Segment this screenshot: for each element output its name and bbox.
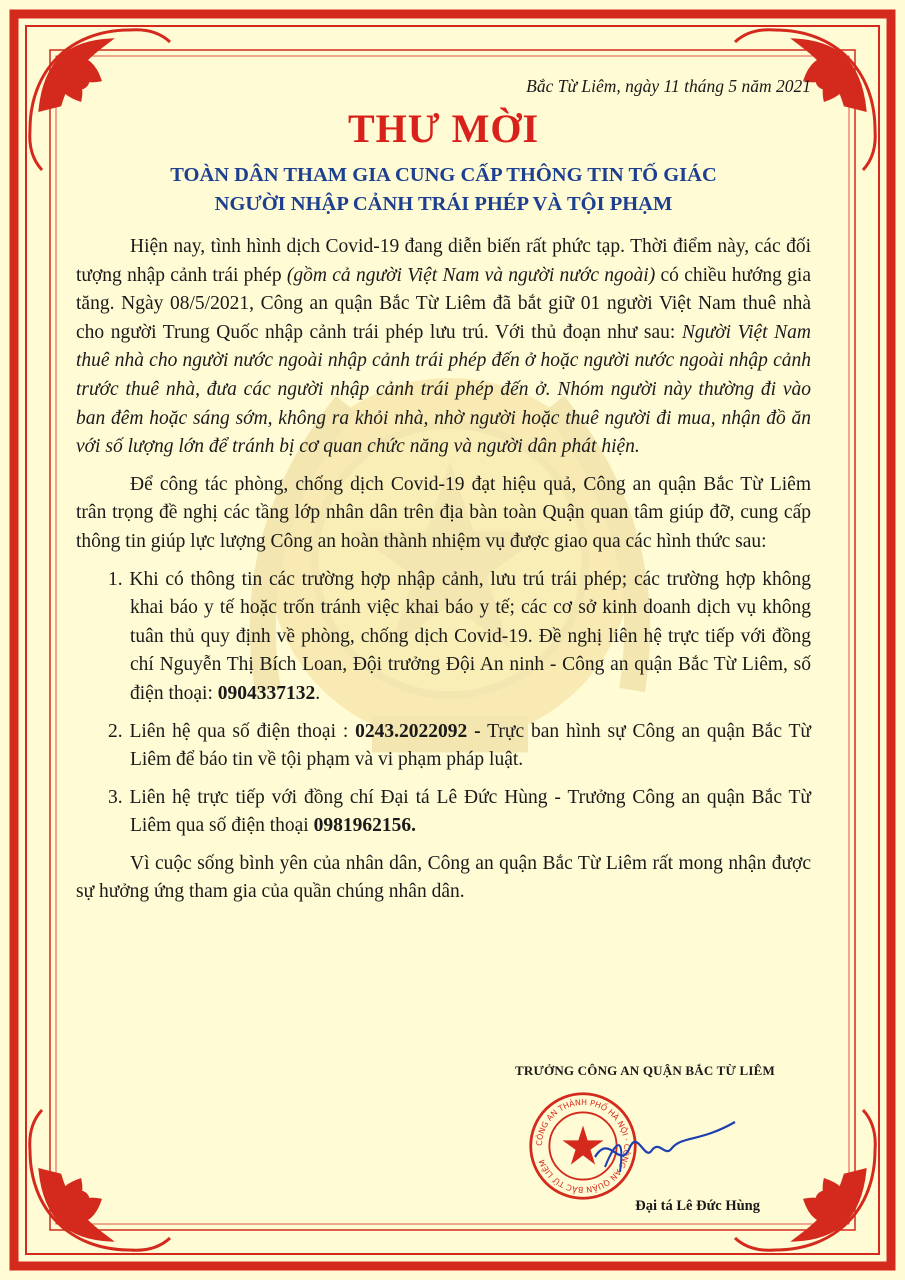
item2-text-b: Trực ban hình sự Công an quận Bắc Từ Liêm để báo tin về tội phạm và vi phạm pháp luật. — [130, 720, 811, 771]
document-title: THƯ MỜI — [347, 106, 540, 151]
item2-text-a: 2. Liên hệ qua số điện thoại : — [108, 720, 356, 742]
item1-end: . — [315, 682, 321, 704]
p1-text-italic: (gồm cả người Việt Nam và người nước ngoài) — [286, 264, 656, 286]
p1-text-modus: Người Việt Nam thuê nhà cho người nước ngoài nhập cảnh trái phép đến ở hoặc người nước ngoài nhập cảnh trước thuê nhà, đưa các người nhập cảnh trái phép đến ở. Nhóm người này thường đi vào ban đêm hoặc sáng sớm, không ra khỏi nhà, nhờ người hoặc thuê người đi mua, nhận đồ ăn với số lượng lớn để tránh bị cơ quan chức năng và người dân phát hiện. — [76, 321, 811, 458]
item1-phone: 0904337132 — [217, 682, 316, 704]
document-date: Bắc Từ Liêm, ngày 11 tháng 5 năm 2021 — [526, 76, 811, 96]
seal-text: CÔNG AN THÀNH PHỐ HÀ NỘI · CÔNG AN QUẬN BẮC TỪ LIÊM — [534, 1097, 632, 1195]
item3-phone: 0981962156. — [313, 815, 416, 837]
signer-name: Đại tá Lê Đức Hùng — [635, 1198, 760, 1214]
item1-text: 1. Khi có thông tin các trường hợp nhập cảnh, lưu trú trái phép; các trường hợp không khai báo y tế hoặc trốn tránh việc khai báo y tế; các cơ sở kinh doanh dịch vụ không tuân thủ quy định về phòng, chống dịch Covid-19. Đề nghị liên hệ trực tiếp với đồng chí Nguyễn Thị Bích Loan, Đội trưởng Đội An ninh - Công an quận Bắc Từ Liêm, số điện thoại: — [108, 568, 811, 704]
p1-text-a: Hiện nay, tình hình dịch Covid-19 đang diễn biến rất phức tạp. Thời điểm này, các đối tượng nhập cảnh trái phép — [76, 236, 811, 286]
paragraph-2: Để công tác phòng, chống dịch Covid-19 đạt hiệu quả, Công an quận Bắc Từ Liêm trân trọng đề nghị các tầng lớp nhân dân trên địa bàn toàn Quận quan tâm giúp đỡ, cung cấp thông tin giúp lực lượng Công an hoàn thành nhiệm vụ được giao qua các hình thức sau: — [76, 473, 811, 552]
subtitle-line-2: NGƯỜI NHẬP CẢNH TRÁI PHÉP VÀ TỘI PHẠM — [214, 193, 673, 215]
list-item-3 — [76, 784, 811, 841]
paragraph-1 — [76, 233, 811, 462]
signature-title: TRƯỞNG CÔNG AN QUẬN BẮC TỪ LIÊM — [515, 1063, 775, 1078]
item2-phone: 0243.2022092 - — [355, 720, 481, 742]
document-content — [76, 70, 811, 916]
list-item-1 — [76, 566, 811, 709]
list-item-2 — [76, 718, 811, 775]
item3-text: 3. Liên hệ trực tiếp với đồng chí Đại tá Lê Đức Hùng - Trưởng Công an quận Bắc Từ Liêm qua số điện thoại — [108, 786, 811, 837]
document-subtitle — [76, 161, 811, 219]
letter-body — [76, 233, 811, 907]
subtitle-line-1: TOÀN DÂN THAM GIA CUNG CẤP THÔNG TIN TỐ GIÁC — [170, 164, 717, 186]
p1-text-c: có chiều hướng gia tăng. Ngày 08/5/2021, Công an quận Bắc Từ Liêm đã bắt giữ 01 người Việt Nam thuê nhà cho người Trung Quốc nhập cảnh trái phép lưu trú. Với thủ đoạn như sau: — [76, 264, 811, 343]
signature-mark — [590, 1112, 740, 1182]
closing-paragraph: Vì cuộc sống bình yên của nhân dân, Công an quận Bắc Từ Liêm rất mong nhận được sự hưởng ứng tham gia của quần chúng nhân dân. — [76, 852, 811, 903]
